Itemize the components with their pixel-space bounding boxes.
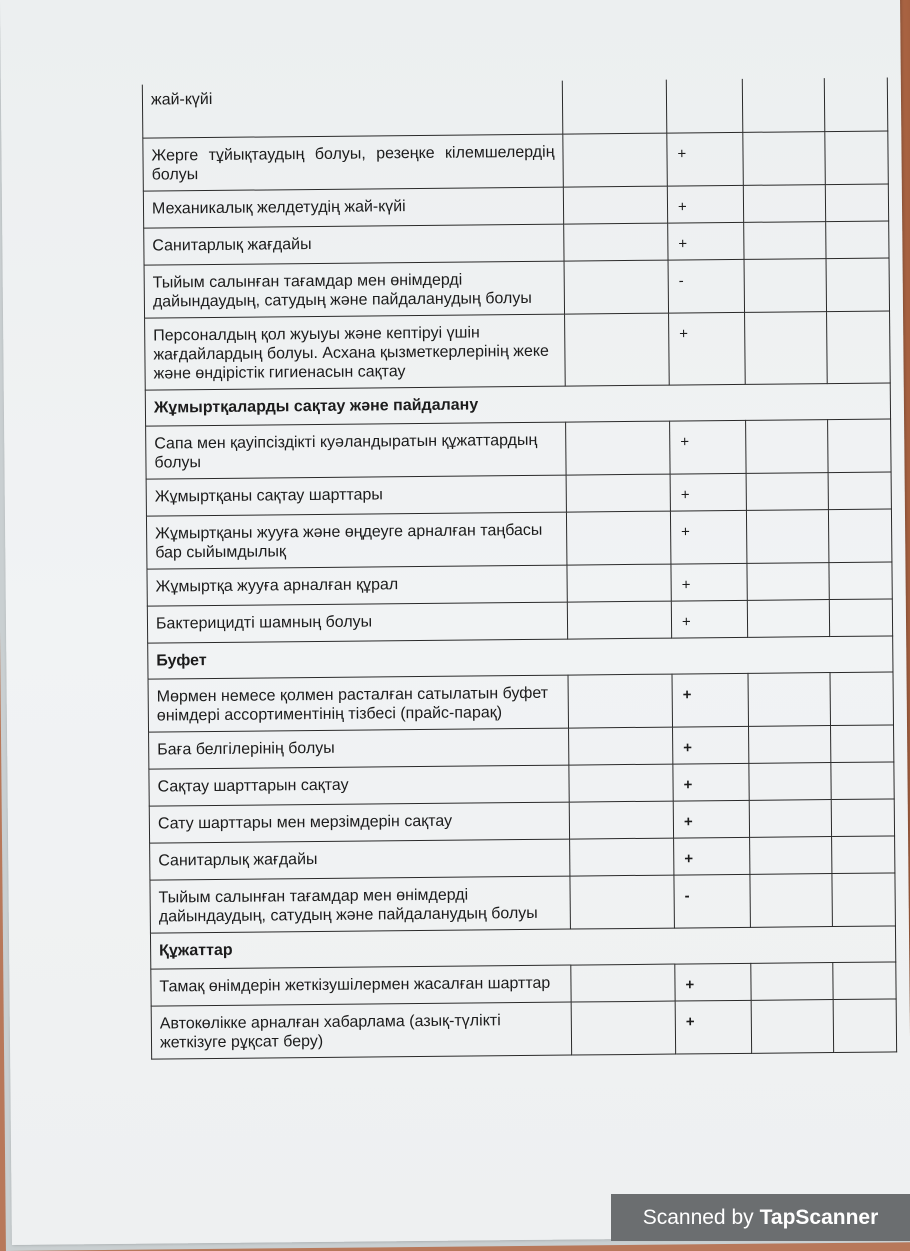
compliance-mark-cell: - — [674, 874, 751, 928]
empty-cell — [832, 873, 896, 927]
empty-cell — [747, 600, 829, 638]
empty-cell — [746, 510, 829, 564]
table-row — [146, 419, 891, 479]
criterion-cell: Жұмыртқаны сақтау шарттары — [146, 475, 566, 516]
empty-cell — [742, 78, 825, 132]
empty-cell — [571, 964, 675, 1002]
empty-cell — [828, 472, 891, 510]
table-body — [142, 77, 896, 1059]
empty-cell — [748, 673, 831, 727]
table-row — [144, 258, 889, 318]
criterion-cell: Тыйым салынған тағамдар мен өнімдерді дайындаудың, сатудың және пайдаланудың болуы — [150, 876, 570, 933]
table-row — [142, 77, 887, 138]
compliance-mark-cell: + — [671, 563, 747, 601]
empty-cell — [747, 563, 829, 601]
compliance-mark-cell: + — [674, 837, 750, 875]
empty-cell — [743, 185, 825, 223]
empty-cell — [750, 837, 832, 875]
empty-cell — [571, 1001, 676, 1055]
compliance-mark-cell: + — [669, 312, 746, 385]
empty-cell — [832, 836, 895, 874]
empty-cell — [825, 184, 888, 222]
empty-cell — [746, 473, 828, 511]
empty-cell — [744, 222, 826, 260]
section-title: Құжаттар — [150, 926, 895, 969]
compliance-mark-cell: + — [667, 185, 743, 223]
empty-cell — [565, 313, 670, 386]
empty-cell — [749, 726, 831, 764]
empty-cell — [828, 419, 892, 473]
empty-cell — [569, 801, 673, 839]
table-row — [146, 509, 891, 569]
compliance-mark-cell: - — [668, 259, 745, 313]
criterion-cell: Жұмыртқаны жууға және өңдеуге арналған таңбасы бар сыйымдылық — [146, 512, 566, 569]
criterion-cell: Жұмыртқа жууға арналған құрал — [147, 565, 567, 606]
empty-cell — [833, 962, 896, 1000]
compliance-mark-cell: + — [675, 1000, 752, 1054]
empty-cell — [825, 131, 889, 185]
empty-cell — [824, 77, 888, 131]
compliance-mark-cell: + — [667, 132, 744, 186]
criterion-cell: Механикалық желдетудің жай-күйі — [143, 187, 563, 228]
empty-cell — [827, 311, 891, 384]
criterion-cell: Бактерицидті шамның болуы — [147, 602, 567, 643]
empty-cell — [563, 186, 667, 224]
criterion-cell: Сақтау шарттарын сақтау — [149, 765, 569, 806]
empty-cell — [568, 674, 673, 728]
compliance-mark-cell: + — [672, 673, 749, 727]
compliance-mark-cell — [666, 79, 743, 133]
empty-cell — [566, 421, 671, 475]
compliance-mark-cell: + — [675, 963, 751, 1001]
empty-cell — [567, 564, 671, 602]
empty-cell — [744, 259, 827, 313]
compliance-mark-cell: + — [673, 763, 749, 801]
empty-cell — [566, 511, 671, 565]
empty-cell — [831, 799, 894, 837]
compliance-mark-cell: + — [673, 726, 749, 764]
compliance-mark-cell: + — [668, 222, 744, 260]
criterion-cell: Санитарлық жағдайы — [150, 839, 570, 880]
criterion-cell: Автокөлікке арналған хабарлама (азық-түлікті жеткізуге рұқсат беру) — [151, 1002, 571, 1059]
empty-cell — [831, 762, 894, 800]
empty-cell — [746, 420, 829, 474]
inspection-checklist-table — [142, 77, 897, 1059]
criterion-cell: Мөрмен немесе қолмен расталған сатылатын буфет өнімдері ассортиментінің тізбесі (прайс-парақ) — [148, 675, 568, 732]
empty-cell — [833, 999, 897, 1053]
watermark-brand: TapScanner — [759, 1205, 879, 1229]
empty-cell — [826, 221, 889, 259]
section-title: Буфет — [148, 636, 893, 679]
empty-cell — [749, 800, 831, 838]
empty-cell — [563, 133, 668, 187]
compliance-mark-cell: + — [670, 510, 747, 564]
empty-cell — [828, 509, 892, 563]
criterion-cell: жай-күйі — [142, 81, 562, 139]
criterion-cell: Санитарлық жағдайы — [144, 224, 564, 265]
compliance-mark-cell: + — [671, 600, 747, 638]
table-row — [151, 999, 896, 1059]
empty-cell — [569, 764, 673, 802]
compliance-mark-cell: + — [670, 473, 746, 511]
empty-cell — [564, 260, 669, 314]
empty-cell — [562, 80, 667, 134]
empty-cell — [750, 874, 833, 928]
empty-cell — [743, 132, 826, 186]
watermark-prefix: Scanned by — [642, 1205, 754, 1229]
empty-cell — [831, 725, 894, 763]
empty-cell — [569, 727, 673, 765]
criterion-cell: Сату шарттары мен мерзімдерін сақтау — [149, 802, 569, 843]
empty-cell — [749, 763, 831, 801]
compliance-mark-cell: + — [670, 420, 747, 474]
criterion-cell: Персоналдың қол жуыуы және кептіруі үшін жағдайлардың болуы. Асхана қызметкерлерінің жеке және өндірістік гигиенасын сақтау — [145, 314, 566, 390]
table-row — [150, 873, 895, 933]
criterion-cell: Тамақ өнімдерін жеткізушілермен жасалған шарттар — [151, 965, 571, 1006]
empty-cell — [745, 312, 828, 385]
table-row — [143, 131, 888, 191]
empty-cell — [829, 599, 892, 637]
empty-cell — [751, 963, 833, 1001]
criterion-cell: Сапа мен қауіпсіздікті куәландыратын құжаттардың болуы — [146, 422, 566, 479]
compliance-mark-cell: + — [673, 800, 749, 838]
empty-cell — [570, 875, 675, 929]
scanner-watermark — [611, 1194, 910, 1241]
empty-cell — [566, 474, 670, 512]
table-row — [145, 311, 891, 390]
section-title: Жұмыртқаларды сақтау және пайдалану — [145, 383, 890, 426]
empty-cell — [567, 601, 671, 639]
empty-cell — [826, 258, 890, 312]
empty-cell — [570, 838, 674, 876]
criterion-cell: Жерге тұйықтаудың болуы, резеңке кілемшелердің болуы — [143, 134, 563, 191]
empty-cell — [751, 1000, 834, 1054]
table-row — [148, 672, 893, 732]
empty-cell — [829, 562, 892, 600]
criterion-cell: Тыйым салынған тағамдар мен өнімдерді дайындаудың, сатудың және пайдаланудың болуы — [144, 261, 564, 318]
empty-cell — [830, 672, 894, 726]
empty-cell — [564, 223, 668, 261]
criterion-cell: Баға белгілерінің болуы — [149, 728, 569, 769]
